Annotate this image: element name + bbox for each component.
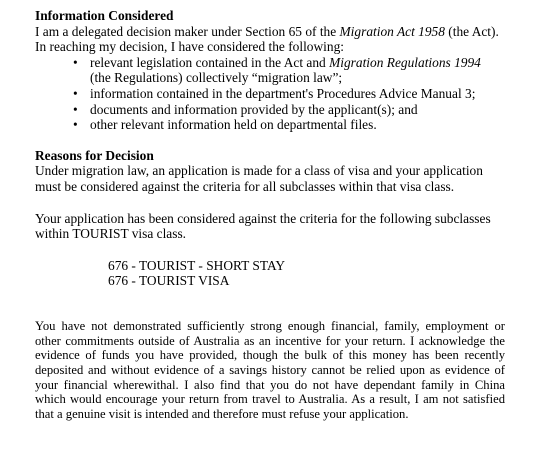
bullet-text: information contained in the department's Procedures Advice Manual 3; — [90, 85, 476, 101]
subclass-list — [35, 258, 505, 289]
migration-act-title: Migration Act 1958 — [339, 23, 445, 39]
bullet-icon: • — [73, 101, 78, 117]
considered-items-list — [35, 55, 505, 133]
refusal-reason-paragraph: You have not demonstrated sufficiently strong enough financial, family, employment or other commitments outside of Australia as an incentive for your return. I acknowledge the evidence of funds you have provided, though the bulk of this money has been recently deposited and without evidence of a savings history cannot be relied upon as evidence of your financial wherewithal. I also find that you do not have dependant family in China which would encourage your return from travel to Australia. As a result, I am not satisfied that a genuine visit is intended and therefore must refuse your application. — [35, 318, 505, 422]
section-spacer — [35, 133, 505, 148]
list-item — [35, 102, 505, 118]
subclass-item: 676 - TOURIST VISA — [108, 273, 230, 289]
intro-text-end: (the Act). In reaching my decision, I have considered the following: — [35, 23, 499, 55]
bullet-text: documents and information provided by the applicant(s); and — [90, 101, 418, 117]
subclasses-considered-paragraph: Your application has been considered against the criteria for the following subclasses within TOURIST visa class. — [35, 210, 491, 242]
list-item — [35, 117, 505, 133]
bullet-text: other relevant information held on departmental files. — [90, 117, 377, 133]
subclass-item: 676 - TOURIST - SHORT STAY — [108, 257, 286, 273]
bullet-text-end: (the Regulations) collectively “migration law”; — [90, 70, 343, 86]
paragraph-spacer — [35, 242, 505, 258]
migration-law-paragraph: Under migration law, an application is made for a class of visa and your application must be considered against the criteria for all subclasses within that visa class. — [35, 163, 483, 194]
list-item — [35, 86, 505, 102]
bullet-icon: • — [73, 117, 78, 133]
reasons-for-decision-heading: Reasons for Decision — [35, 147, 154, 163]
information-considered-heading: Information Considered — [35, 8, 174, 23]
bullet-icon: • — [73, 54, 78, 70]
decision-document — [35, 8, 505, 422]
information-considered-intro — [35, 24, 505, 55]
intro-text-start: I am a delegated decision maker under Section 65 of the — [35, 23, 340, 39]
list-item — [35, 55, 505, 86]
migration-regulations-title: Migration Regulations 1994 — [329, 54, 481, 70]
paragraph-spacer — [35, 289, 505, 319]
bullet-text-start: relevant legislation contained in the Act and — [90, 54, 330, 70]
paragraph-spacer — [35, 195, 505, 211]
bullet-icon: • — [73, 85, 78, 101]
